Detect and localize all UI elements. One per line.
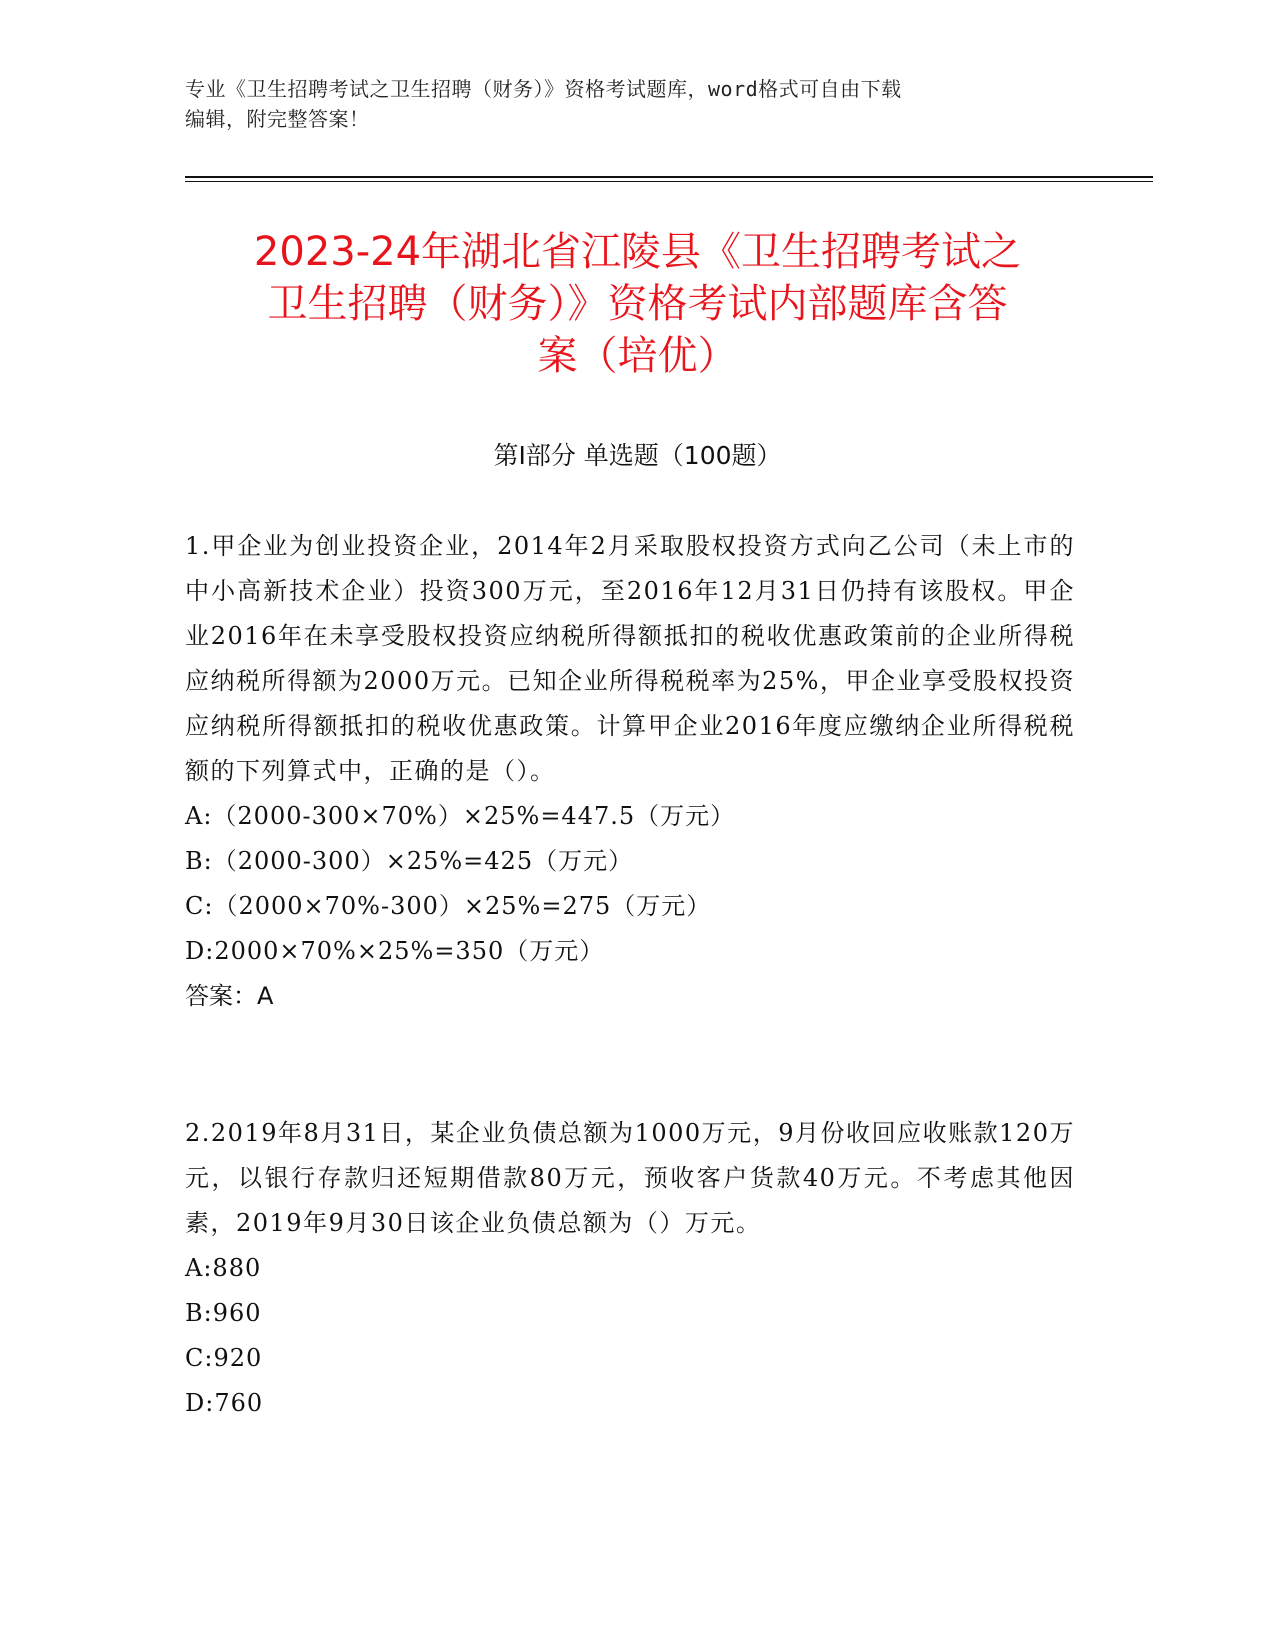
document-title-line-1: 2023-24年湖北省江陵县《卫生招聘考试之	[253, 229, 1022, 275]
section-heading: 第Ⅰ部分 单选题（100题）	[493, 441, 782, 470]
header-rule-thin	[185, 181, 1153, 182]
option-c: C:920	[185, 1344, 263, 1372]
question-1	[185, 524, 1075, 1019]
option-b: B:960	[185, 1299, 262, 1327]
document-title	[185, 226, 1090, 382]
option-d: D:2000×70%×25%=350（万元）	[185, 937, 605, 965]
header-note-line-1: 专业《卫生招聘考试之卫生招聘（财务）》资格考试题库，word格式可自由下载	[185, 77, 902, 101]
option-a: A:（2000-300×70%）×25%=447.5（万元）	[185, 802, 736, 830]
question-stem: 1.甲企业为创业投资企业，2014年2月采取股权投资方式向乙公司（未上市的中小高新技术企业）投资300万元，至2016年12月31日仍持有该股权。甲企业2016年在未享受股权投资应纳税所得额抵扣的税收优惠政策前的企业所得税应纳税所得额为2000万元。已知企业所得税税率为25%，甲企业享受股权投资应纳税所得额抵扣的税收优惠政策。计算甲企业2016年度应缴纳企业所得税税额的下列算式中，正确的是（）。	[185, 532, 1075, 785]
question-stem: 2.2019年8月31日，某企业负债总额为1000万元，9月份收回应收账款120万元，以银行存款归还短期借款80万元，预收客户货款40万元。不考虑其他因素，2019年9月30日该企业负债总额为（）万元。	[185, 1119, 1075, 1237]
option-b: B:（2000-300）×25%=425（万元）	[185, 847, 634, 875]
question-2	[185, 1111, 1075, 1426]
option-a: A:880	[185, 1254, 262, 1282]
document-title-line-3: 案（培优）	[537, 333, 738, 379]
document-title-line-2: 卫生招聘（财务）》资格考试内部题库含答	[267, 281, 1008, 327]
header-rule-thick	[185, 176, 1153, 178]
option-c: C:（2000×70%-300）×25%=275（万元）	[185, 892, 712, 920]
header-note	[185, 74, 1065, 134]
header-note-line-2: 编辑，附完整答案！	[185, 107, 370, 131]
answer-label: 答案：A	[185, 982, 274, 1010]
option-d: D:760	[185, 1389, 264, 1417]
